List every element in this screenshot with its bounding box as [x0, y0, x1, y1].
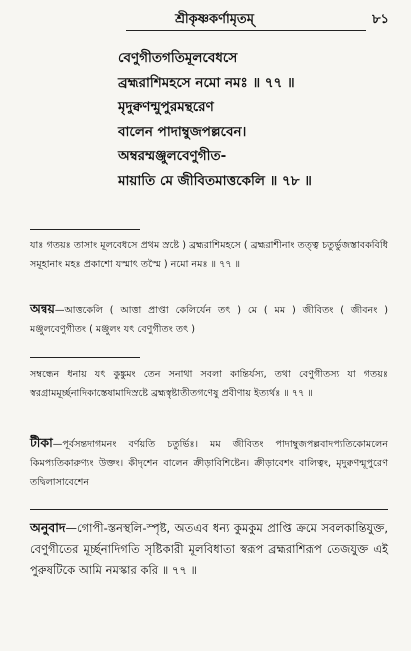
verse-line: অম্বরম্মঞ্জুলবেণুগীত- — [118, 148, 227, 164]
anvaya-label: অন্বয় — [30, 301, 55, 316]
commentary-78: সম্বন্ধেন ধনায় যৎ কুঙ্কুমং তেন সনাথা সবলা কান্তির্যস্য, তথা বেণুগীতস্য যা গতয়ঃ স্বরগ্রামমূর্চ্ছনাদিকাস্তেষামাদিস্রষ্টে ব্রহ্মস্বৃষ্টাতীতগণেষু প্রবীণায় ইত্যর্থঃ ॥ ৭৭ ॥ — [30, 369, 388, 399]
anuvad-text: —গোপী-স্তনস্থলি-স্পৃষ্ট, অতএব ধন্য কুমকুম প্রাপ্তি ক্রমে সবলকান্তিযুক্ত, বেণুগীতের মূর্চ্ছনাদিগতি সৃষ্টিকারী মূলবিধাতা স্বরূপ ব্রহ্মরাশিরূপ তেজযুক্ত এই পুরুষটিকে আমি নমস্কার করি ॥ ৭৭ ॥ — [30, 521, 388, 577]
page-number: ৮১ — [372, 12, 389, 27]
commentary-77: যাঃ গতয়ঃ তাসাং মূলবেধসে প্রথম স্রষ্টে ) ব্রহ্মরাশিমহসে ( ব্রহ্মরাশীনাং তত্ত্ব চতুর্ভুজস্তাবকবিধি সমূহানাং মহঃ প্রকাশো যস্মাৎ তস্মৈ ) নমো নমঃ ॥ ৭৭ ॥ — [30, 240, 388, 270]
running-title: শ্রীকৃষ্ণকর্ণামৃতম্ — [175, 12, 254, 27]
verse-line: ব্রহ্মরাশিমহসে নমো নমঃ ॥ ৭৭ ॥ — [118, 74, 295, 91]
anuvad-paragraph — [30, 517, 388, 581]
verse-line: বালেন পাদাম্বুজপল্লবেন। — [118, 123, 247, 140]
section-divider — [30, 357, 140, 358]
tika-label: টীকা — [30, 435, 53, 450]
verse-line: মৃদুক্বণন্মুপুরমন্থরেণ — [118, 99, 214, 115]
anvaya-text: —আত্তকেলি ( আত্তা প্রাপ্তা কেলির্যেন তৎ ) মে ( মম ) জীবিতং ( জীবনং ) মঞ্জুলবেণুগীতং ( মঞ্জুলং যৎ বেণুগীতং তৎ ) — [30, 305, 388, 335]
anvaya-paragraph — [30, 299, 388, 339]
anuvad-label: অনুবাদ — [30, 520, 66, 535]
page-header — [40, 8, 389, 30]
header-rule — [126, 30, 366, 31]
verse-line: মায়াতি মে জীবিতমাত্তকেলি ॥ ৭৮ ॥ — [118, 172, 312, 189]
sanskrit-verse — [118, 46, 398, 193]
tika-paragraph — [30, 433, 388, 492]
tika-text: —পূর্বসন্তদাগমনং বর্ণয়তি চতুর্ভিঃ। মম জীবিতং পাদাম্বুজপল্লবাদপ্যতিকোমলেন কিমপ্যতিকারুণ্যং উক্তং। কীদৃশেন বালেন ক্রীড়াবিশিষ্টেন। ক্রীড়াবেশং বালিত্বং, মৃদুক্বণন্মূপুরেণ তদ্বিলাসাবেশেন — [30, 439, 388, 488]
section-divider — [30, 509, 388, 510]
verse-line: বেণুগীতগতিমূলবেধসে — [118, 50, 238, 66]
section-divider — [30, 229, 140, 230]
